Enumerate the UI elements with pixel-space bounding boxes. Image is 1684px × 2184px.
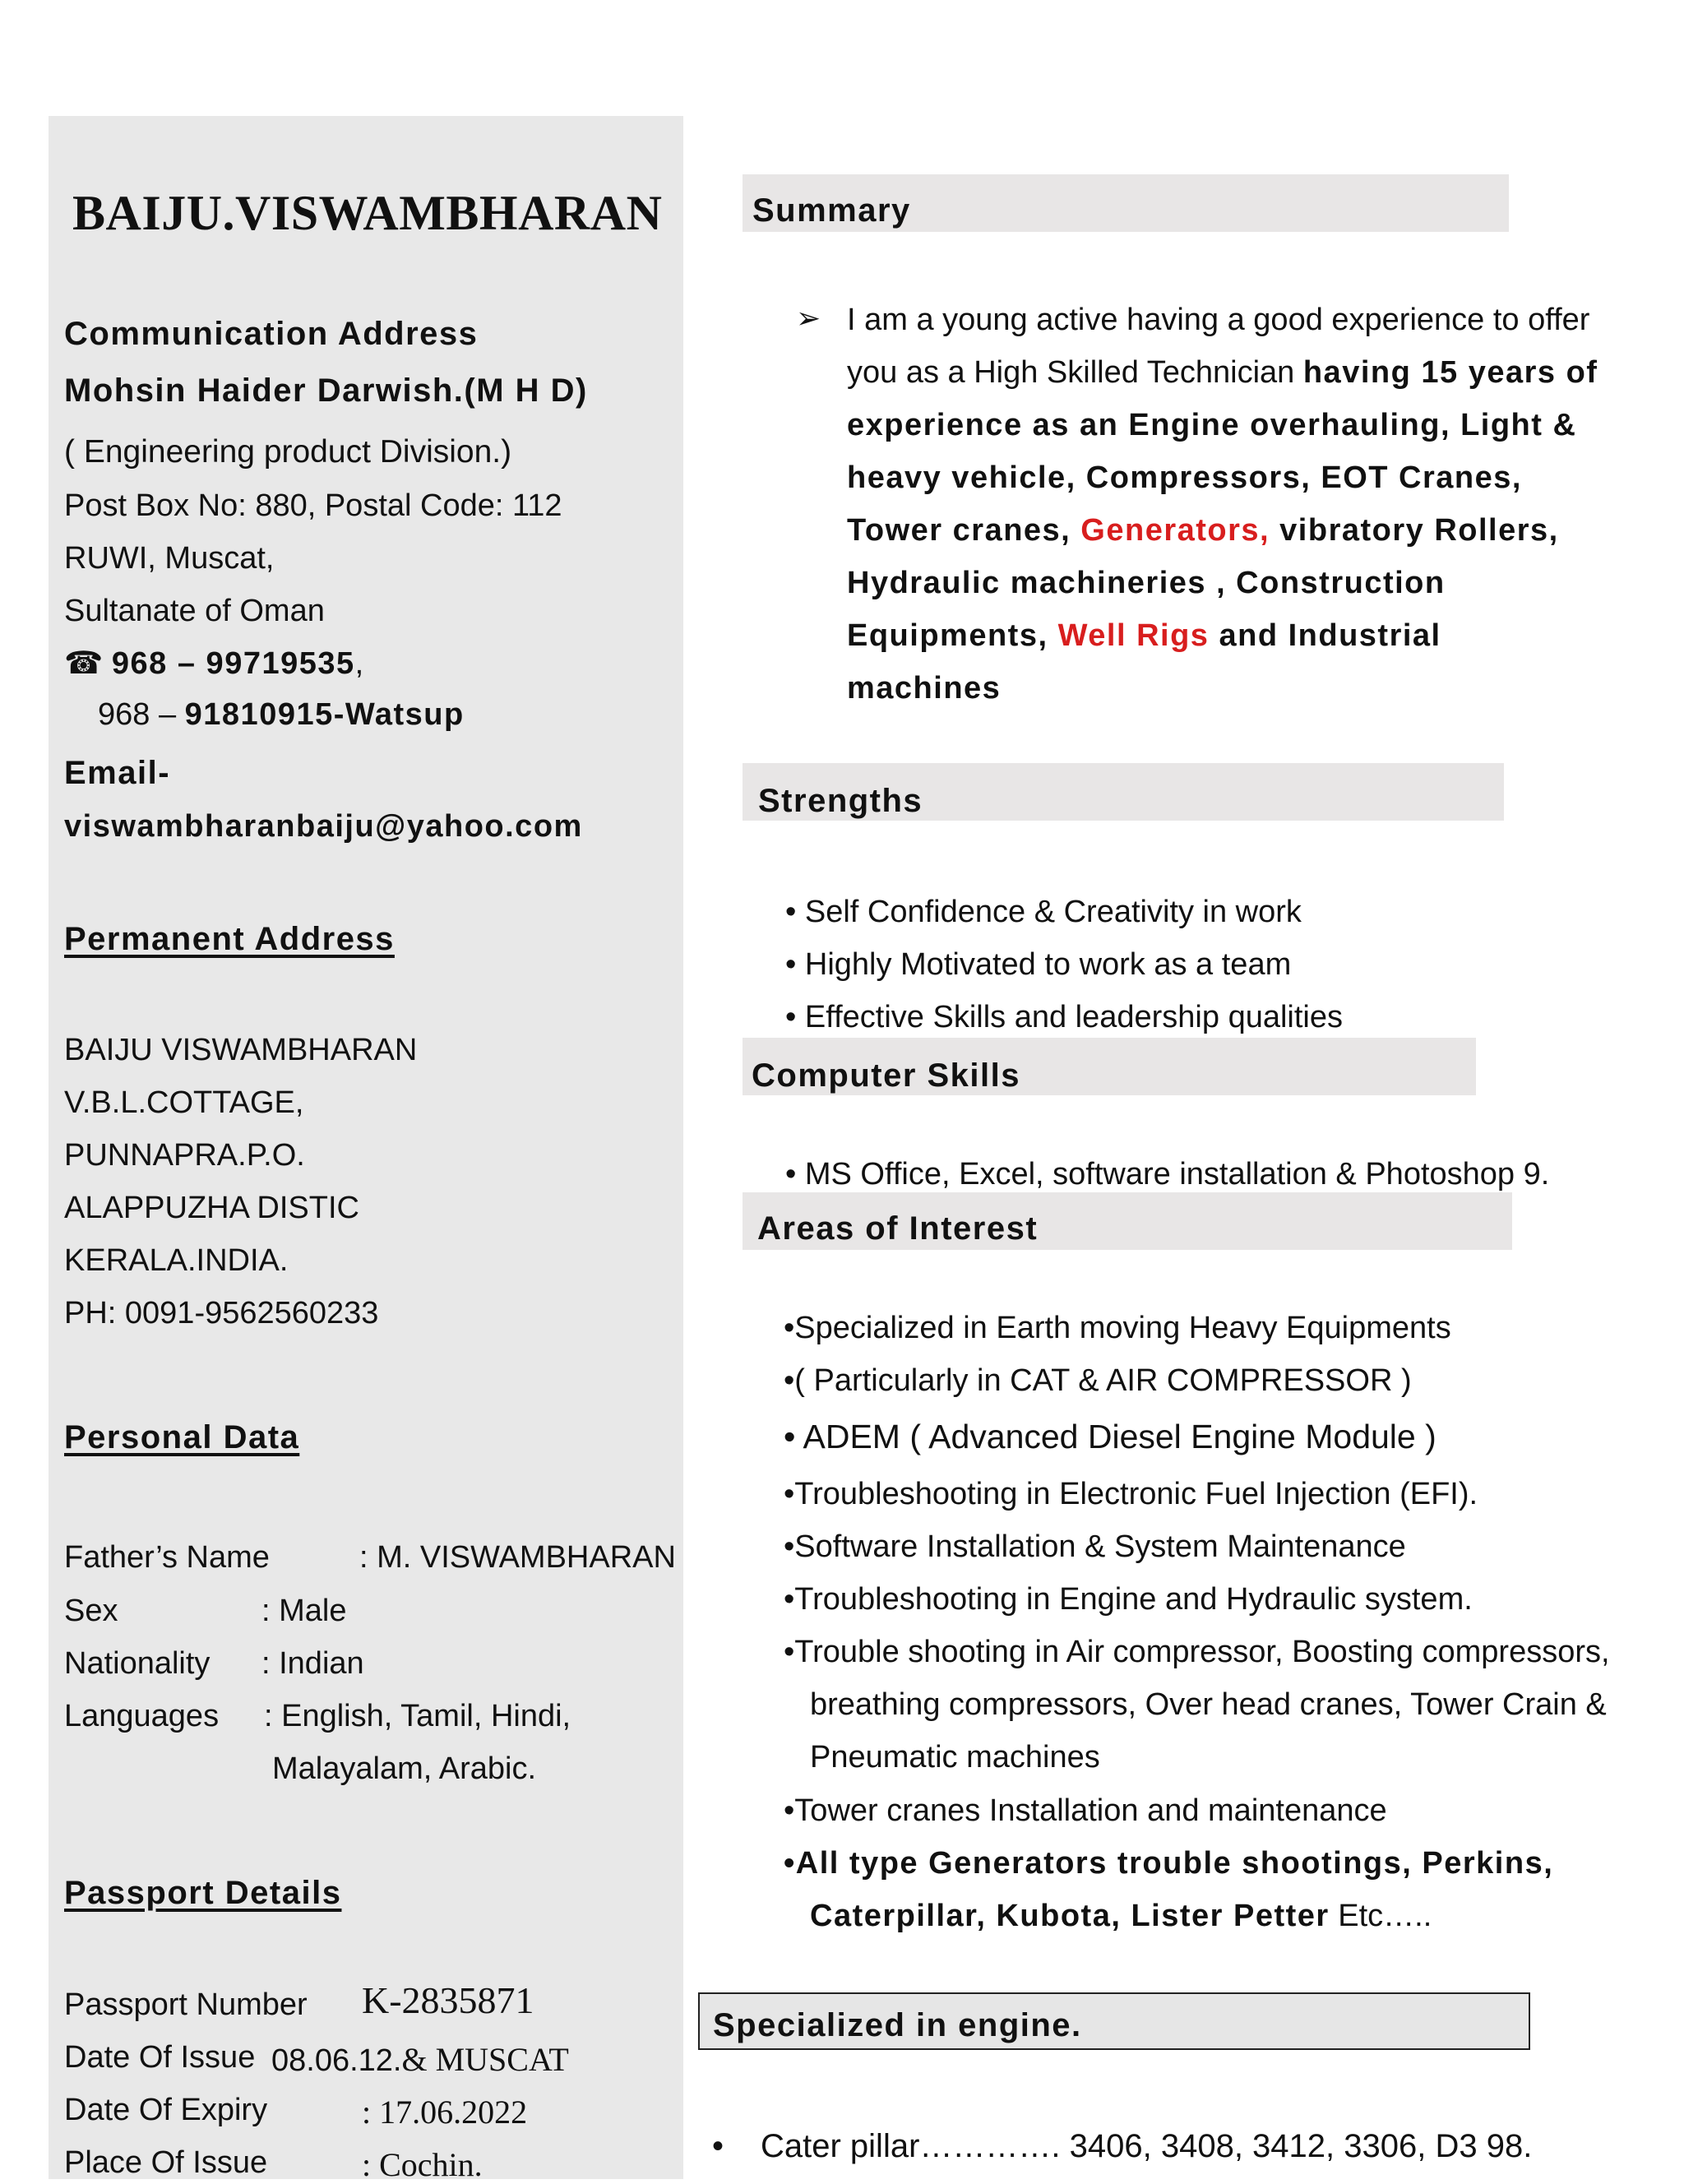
comm-country: Sultanate of Oman (64, 594, 325, 628)
perm-line: KERALA.INDIA. (64, 1243, 289, 1278)
interest-item: •Troubleshooting in Engine and Hydraulic system. (784, 1582, 1473, 1617)
interest-item: •( Particularly in CAT & AIR COMPRESSOR ) (784, 1363, 1412, 1398)
strengths-heading: Strengths (758, 783, 923, 819)
phone-number-1: 968 – 99719535 (111, 646, 355, 681)
interest-item: •Troubleshooting in Electronic Fuel Injection (EFI). (784, 1477, 1478, 1511)
interest-item-continued: Pneumatic machines (810, 1740, 1100, 1774)
interest-item: •Trouble shooting in Air compressor, Boosting compressors, (784, 1635, 1610, 1669)
company-division: ( Engineering product Division.) (64, 434, 512, 470)
nationality-label: Nationality (64, 1646, 210, 1681)
languages-label: Languages (64, 1699, 220, 1733)
strength-item: • Self Confidence & Creativity in work (785, 895, 1302, 929)
interest-item: •All type Generators trouble shootings, Perkins, (784, 1846, 1554, 1881)
nationality-value: : Indian (261, 1646, 364, 1681)
passport-details-heading: Passport Details (64, 1875, 342, 1911)
strength-text: Effective Skills and leadership qualities (804, 1000, 1343, 1034)
interest-item: •Tower cranes Installation and maintenance (784, 1793, 1387, 1828)
interest-item: •Specialized in Earth moving Heavy Equipments (784, 1311, 1451, 1345)
email-address: viswambharanbaiju@yahoo.com (64, 809, 583, 844)
summary-text-bold: vibratory Rollers, Hydraulic machineries , Construction Equipments, (847, 513, 1559, 653)
specialized-engine-heading-box (698, 1992, 1530, 2050)
perm-line: V.B.L.COTTAGE, (64, 1085, 304, 1120)
areas-of-interest-heading: Areas of Interest (757, 1210, 1039, 1247)
perm-line: BAIJU VISWAMBHARAN (64, 1033, 418, 1067)
summary-generators: Generators, (1080, 513, 1270, 548)
languages-value: : English, Tamil, Hindi, (264, 1699, 571, 1733)
issue-place: & MUSCAT (401, 2041, 569, 2078)
summary-text-bold: and Industrial machines (847, 618, 1441, 706)
phone2-prefix: 968 – (98, 697, 177, 732)
permanent-address-heading: Permanent Address (64, 921, 395, 957)
phone-line-1 (64, 645, 363, 682)
phone-separator: , (354, 646, 364, 681)
company-name: Mohsin Haider Darwish.(M H D) (64, 372, 588, 409)
summary-well-rigs: Well Rigs (1057, 618, 1210, 653)
father-value: : M. VISWAMBHARAN (359, 1540, 676, 1575)
interest-item-continued (810, 1899, 1432, 1934)
phone-line-2 (98, 697, 465, 733)
summary-text-part: I am a young active having a good experience to offer you as a High Skilled Technician (847, 303, 1590, 390)
perm-line: PH: 0091-9562560233 (64, 1296, 379, 1330)
phone-number-2: 91810915-Watsup (184, 697, 465, 732)
expiry-date-value: : 17.06.2022 (362, 2094, 528, 2131)
passport-number-value: K-2835871 (362, 1979, 534, 2021)
email-label: Email- (64, 755, 171, 791)
sex-value: : Male (261, 1594, 347, 1628)
comm-city: RUWI, Muscat, (64, 541, 275, 576)
interest-item: •Software Installation & System Maintenance (784, 1529, 1406, 1564)
issue-date-label: Date Of Issue (64, 2040, 256, 2075)
summary-heading-bar (743, 174, 1509, 232)
father-label: Father’s Name (64, 1540, 270, 1575)
interest-item-continued: breathing compressors, Over head cranes, Tower Crain & (810, 1687, 1607, 1722)
strengths-heading-bar (743, 763, 1504, 821)
strength-text: Self Confidence & Creativity in work (804, 895, 1302, 929)
phone-icon: ☎ (64, 646, 104, 681)
strength-item: • Highly Motivated to work as a team (785, 947, 1292, 982)
expiry-date-label: Date Of Expiry (64, 2093, 268, 2127)
arrow-bullet-icon: ➢ (796, 301, 821, 335)
computer-skill-text: MS Office, Excel, software installation & Photoshop 9. (804, 1157, 1550, 1191)
engine-item: Cater pillar…………. 3406, 3408, 3412, 3306, D3 98. (761, 2128, 1533, 2164)
place-of-issue-value: : Cochin. (362, 2146, 483, 2183)
areas-of-interest-heading-bar (743, 1192, 1512, 1250)
computer-skill-item: • MS Office, Excel, software installation & Photoshop 9. (785, 1157, 1550, 1191)
place-of-issue-label: Place Of Issue (64, 2145, 268, 2180)
perm-line: PUNNAPRA.P.O. (64, 1138, 305, 1173)
languages-value-continued: Malayalam, Arabic. (272, 1751, 537, 1786)
generator-brands-tail: Etc….. (1329, 1899, 1432, 1933)
communication-address-heading: Communication Address (64, 316, 479, 352)
computer-skills-heading-bar (743, 1038, 1476, 1095)
passport-number-label: Passport Number (64, 1987, 308, 2022)
summary-text (847, 294, 1603, 715)
perm-line: ALAPPUZHA DISTIC (64, 1191, 359, 1225)
specialized-engine-heading: Specialized in engine. (713, 2007, 1082, 2043)
comm-postbox: Post Box No: 880, Postal Code: 112 (64, 488, 562, 523)
engine-bullet-icon: • (712, 2128, 724, 2164)
sex-label: Sex (64, 1594, 118, 1628)
summary-heading: Summary (752, 192, 911, 229)
personal-data-heading: Personal Data (64, 1419, 300, 1455)
candidate-name: BAIJU.VISWAMBHARAN (72, 186, 663, 240)
computer-skills-heading: Computer Skills (752, 1057, 1021, 1094)
interest-item: • ADEM ( Advanced Diesel Engine Module ) (784, 1418, 1436, 1455)
strength-item: • Effective Skills and leadership qualities (785, 1000, 1343, 1034)
issue-date-value (271, 2040, 569, 2079)
generator-brands: Caterpillar, Kubota, Lister Petter (810, 1899, 1330, 1933)
issue-date: 08.06.12. (271, 2043, 402, 2078)
summary-text-bold: having 15 years of experience as an Engine overhauling, Light & heavy vehicle, Compressors, EOT Cranes, Tower cranes, (847, 355, 1598, 548)
strength-text: Highly Motivated to work as a team (804, 947, 1292, 982)
